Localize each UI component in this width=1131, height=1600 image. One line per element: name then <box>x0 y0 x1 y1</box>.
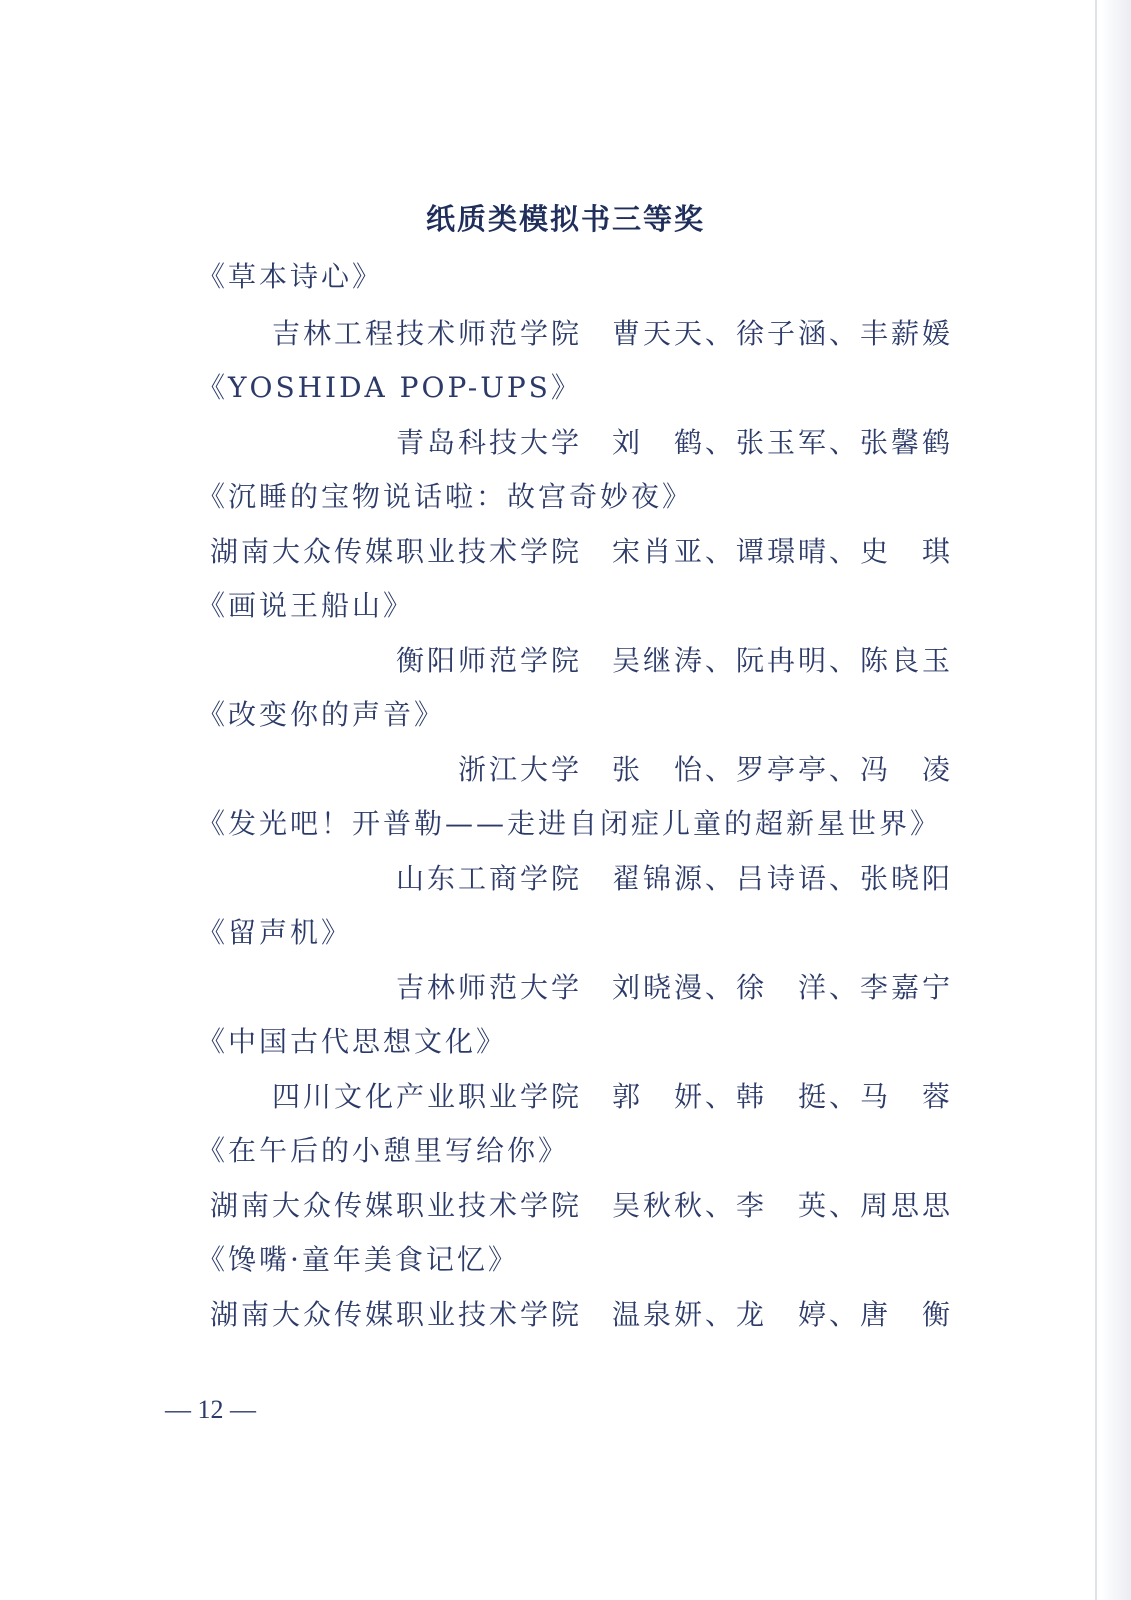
page-edge-shadow <box>1101 0 1131 1600</box>
entry-school: 吉林师范大学 <box>395 971 582 1004</box>
entry-school: 吉林工程技术师范学院 <box>271 317 582 350</box>
entry-title: 《沉睡的宝物说话啦：故宫奇妙夜》 <box>197 480 694 513</box>
entry-school: 湖南大众传媒职业技术学院 <box>209 535 582 568</box>
entry-school: 四川文化产业职业学院 <box>271 1080 582 1113</box>
entry-authors: 曹天天、徐子涵、丰薪媛 <box>611 317 953 350</box>
entry-authors: 翟锦源、吕诗语、张晓阳 <box>611 862 953 895</box>
entry-credit <box>396 966 953 1006</box>
entry-school: 青岛科技大学 <box>395 426 582 459</box>
entry-credit <box>210 1184 953 1224</box>
entry-title: 《留声机》 <box>197 916 353 949</box>
entry-credit <box>396 857 953 897</box>
entry-school: 浙江大学 <box>457 753 582 786</box>
entry-credit <box>272 1075 953 1115</box>
entry-school: 衡阳师范学院 <box>395 644 582 677</box>
entry-credit <box>396 421 953 461</box>
page-edge-line <box>1095 0 1097 1600</box>
entry-title: 《中国古代思想文化》 <box>197 1025 508 1058</box>
entry-title: 《馋嘴·童年美食记忆》 <box>197 1243 519 1276</box>
entry-authors: 郭 妍、韩 挺、马 蓉 <box>611 1080 953 1113</box>
entry-authors: 温泉妍、龙 婷、唐 衡 <box>611 1298 953 1331</box>
entry-title: 《发光吧！开普勒——走进自闭症儿童的超新星世界》 <box>197 807 942 840</box>
entry-title: 《在午后的小憩里写给你》 <box>197 1134 570 1167</box>
entry-credit <box>210 1293 953 1333</box>
entry-credit <box>396 639 953 679</box>
entry-authors: 张 怡、罗亭亭、冯 凌 <box>611 753 953 786</box>
section-heading: 纸质类模拟书三等奖 <box>425 202 705 236</box>
entry-school: 湖南大众传媒职业技术学院 <box>209 1189 582 1222</box>
entry-school: 湖南大众传媒职业技术学院 <box>209 1298 582 1331</box>
entry-title: 《改变你的声音》 <box>197 698 446 731</box>
entry-title: 《草本诗心》 <box>197 260 384 293</box>
entry-credit <box>210 530 953 570</box>
entry-authors: 刘晓漫、徐 洋、李嘉宁 <box>611 971 953 1004</box>
entry-title: 《YOSHIDA POP-UPS》 <box>197 371 582 404</box>
entry-authors: 吴继涛、阮冉明、陈良玉 <box>611 644 953 677</box>
page-number: — 12 — <box>165 1395 256 1424</box>
entry-credit <box>458 748 953 788</box>
entry-school: 山东工商学院 <box>395 862 582 895</box>
entry-authors: 吴秋秋、李 英、周思思 <box>611 1189 953 1222</box>
entry-credit <box>272 312 953 352</box>
entry-title: 《画说王船山》 <box>197 589 415 622</box>
entry-authors: 刘 鹤、张玉军、张馨鹤 <box>611 426 953 459</box>
entry-authors: 宋肖亚、谭璟晴、史 琪 <box>611 535 953 568</box>
